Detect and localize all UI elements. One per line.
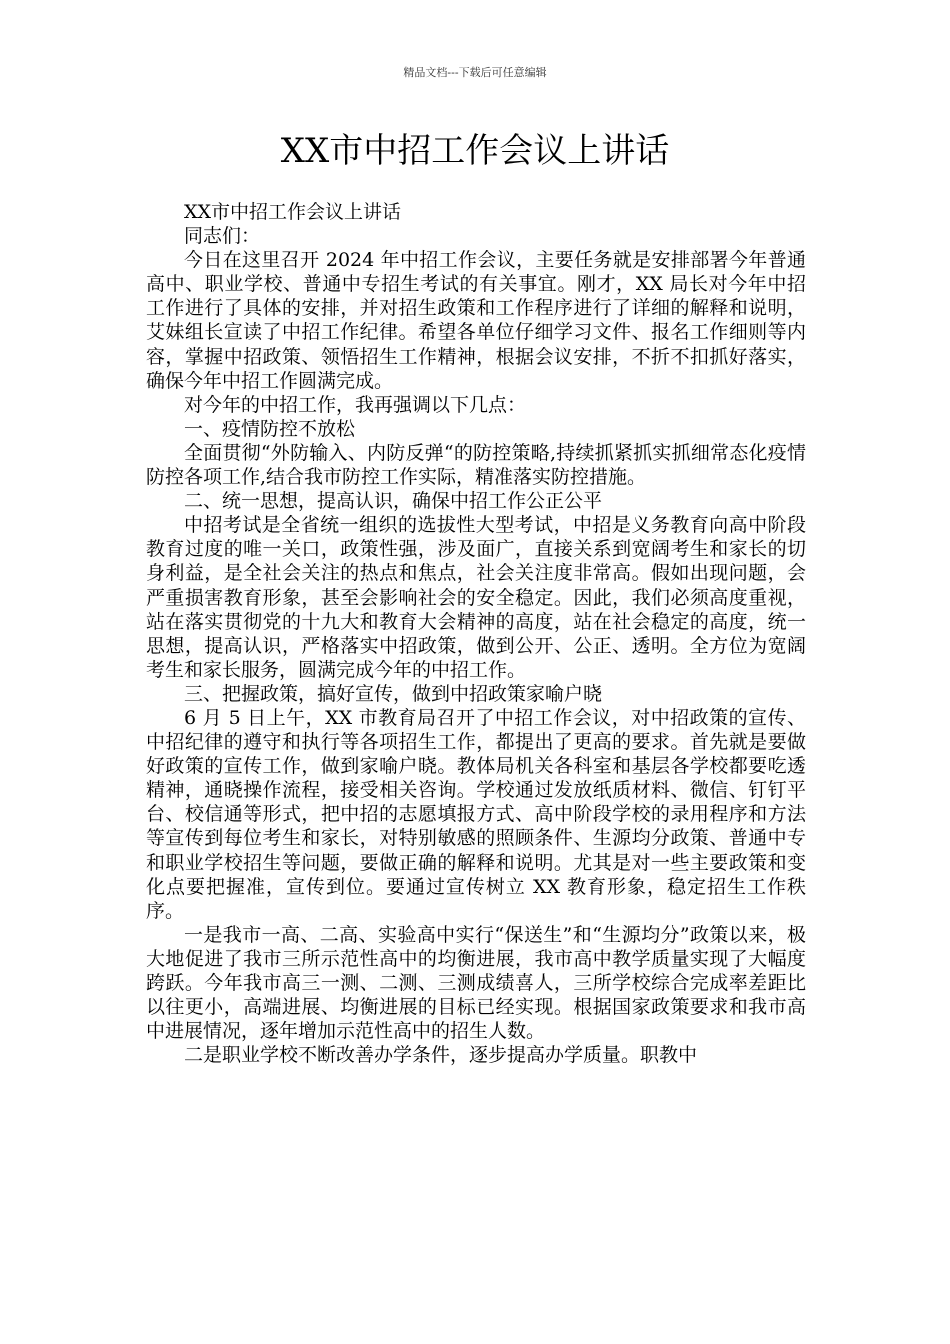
paragraph-subtitle: XX市中招工作会议上讲话: [184, 201, 402, 223]
paragraph-section-3: 6 月 5 日上午，XX 市教育局召开了中招工作会议，对中招政策的宣传、中招纪律的遵守和执行等各项招生工作，都提出了更高的要求。首先就是要做好政策的宣传工作，做到家喻户晓。教体局机关各科室和基层各学校都要吃透精神，通晓操作流程，接受相关咨询。学校通过发放纸质材料、微信、钉钉平台、校信通等形式，把中招的志愿填报方式、高中阶段学校的录用程序和方法等宣传到每位考生和家长，对特别敏感的照顾条件、生源均分政策、普通中专和职业学校招生等问题，要做正确的解释和说明。尤其是对一些主要政策和变化点要把握准，宣传到位。要通过宣传树立 XX 教育形象，稳定招生工作秩序。: [146, 706, 806, 922]
paragraph-salutation: 同志们：: [184, 225, 261, 248]
document-body: [146, 200, 806, 1067]
paragraph-point-1: 一是我市一高、二高、实验高中实行“保送生”和“生源均分”政策以来，极大地促进了我市三所示范性高中的均衡进展，我市高中教学质量实现了大幅度跨跃。今年我市高三一测、二测、三测成绩喜人，三所学校综合完成率差距比以往更小，高端进展、均衡进展的目标已经实现。根据国家政策要求和我市高中进展情况，逐年增加示范性高中的招生人数。: [146, 923, 806, 1043]
paragraph-point-2: 二是职业学校不断改善办学条件，逐步提高办学质量。职教中: [184, 1044, 698, 1067]
heading-section-2: 二、统一思想，提高认识，确保中招工作公正公平: [184, 490, 603, 513]
header-note: 精品文档---下载后可任意编辑: [403, 66, 547, 79]
heading-section-3: 三、把握政策，搞好宣传，做到中招政策家喻户晓: [184, 682, 603, 705]
heading-section-1: 一、疫情防控不放松: [184, 417, 356, 440]
document-title: XX市中招工作会议上讲话: [280, 131, 670, 171]
paragraph-intro: 今日在这里召开 2024 年中招工作会议，主要任务就是安排部署今年普通高中、职业学校、普通中专招生考试的有关事宜。刚才，XX 局长对今年中招工作进行了具体的安排，并对招生政策和工作程序进行了详细的解释和说明，艾妹组长宣读了中招工作纪律。希望各单位仔细学习文件、报名工作细则等内容，掌握中招政策、领悟招生工作精神，根据会议安排，不折不扣抓好落实，确保今年中招工作圆满完成。: [146, 249, 806, 392]
paragraph-points-lead: 对今年的中招工作，我再强调以下几点：: [184, 393, 527, 416]
paragraph-section-1: 全面贯彻“外防输入、内防反弹“的防控策略,持续抓紧抓实抓细常态化疫情防控各项工作,结合我市防控工作实际，精准落实防控措施。: [146, 441, 806, 489]
paragraph-section-2: 中招考试是全省统一组织的选拔性大型考试，中招是义务教育向高中阶段教育过度的唯一关口，政策性强，涉及面广，直接关系到宽阔考生和家长的切身利益，是全社会关注的热点和焦点，社会关注度非常高。假如出现问题，会严重损害教育形象，甚至会影响社会的安全稳定。因此，我们必须高度重视，站在落实贯彻党的十九大和教育大会精神的高度，站在社会稳定的高度，统一思想，提高认识，严格落实中招政策，做到公开、公正、透明。全方位为宽阔考生和家长服务，圆满完成今年的中招工作。: [146, 514, 806, 681]
